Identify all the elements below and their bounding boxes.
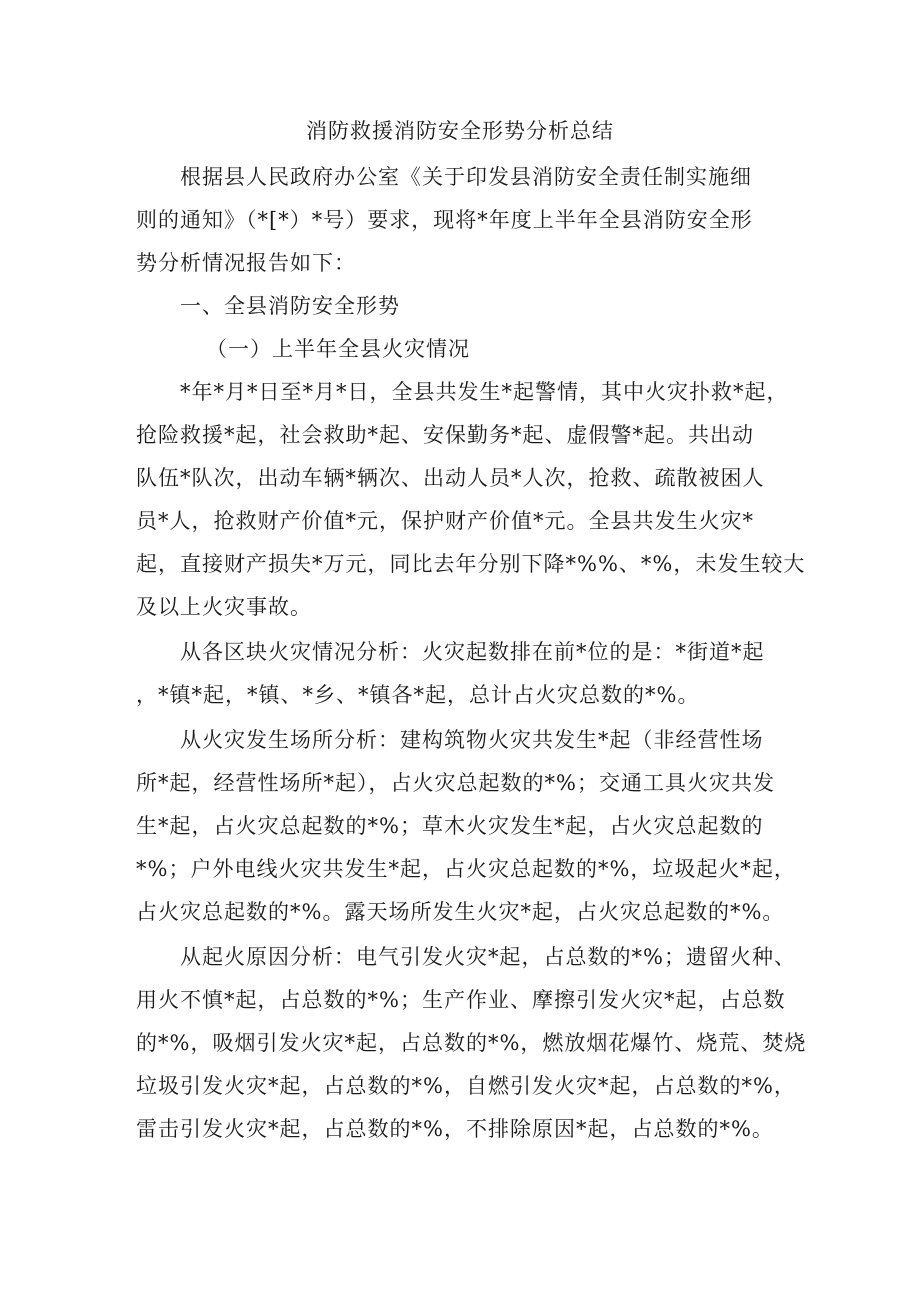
paragraph-line: 则的通知》（*[*）*号）要求，现将*年度上半年全县消防安全形 xyxy=(136,208,753,232)
subsection-heading: （一）上半年全县火灾情况 xyxy=(206,337,470,361)
paragraph-line: 及以上火灾事故。 xyxy=(136,595,312,619)
paragraph-line: 从各区块火灾情况分析：火灾起数排在前*位的是：*街道*起 xyxy=(180,640,765,664)
paragraph-line: 垃圾引发火灾*起，占总数的*%，自燃引发火灾*起，占总数的*%， xyxy=(136,1074,796,1098)
paragraph-line: 势分析情况报告如下： xyxy=(136,251,356,275)
paragraph-line: *%；户外电线火灾共发生*起，占火灾总起数的*%，垃圾起火*起， xyxy=(136,857,796,881)
paragraph-line: 起，直接财产损失*万元，同比去年分别下降*%%、*%，未发生较大 xyxy=(136,552,806,576)
paragraph-line: *年*月*日至*月*日，全县共发生*起警情，其中火灾扑救*起， xyxy=(180,380,789,404)
paragraph-line: 根据县人民政府办公室《关于印发县消防安全责任制实施细 xyxy=(180,165,752,189)
paragraph-line: 所*起，经营性场所*起），占火灾总起数的*%；交通工具火灾共发 xyxy=(136,771,775,795)
paragraph-line: 占火灾总起数的*%。露天场所发生火灾*起，占火灾总起数的*%。 xyxy=(136,900,785,924)
paragraph-line: 生*起，占火灾总起数的*%；草木火灾发生*起，占火灾总起数的 xyxy=(136,814,764,838)
paragraph-line: 雷击引发火灾*起，占总数的*%，不排除原因*起，占总数的*%。 xyxy=(136,1117,774,1141)
paragraph-line: 抢险救援*起，社会救助*起、安保勤务*起、虚假警*起。共出动 xyxy=(136,423,754,447)
section-heading: 一、全县消防安全形势 xyxy=(180,294,400,318)
paragraph-line: 用火不慎*起，占总数的*%；生产作业、摩擦引发火灾*起，占总数 xyxy=(136,988,786,1012)
paragraph-line: ，*镇*起，*镇、*乡、*镇各*起，总计占火灾总数的*%。 xyxy=(136,683,700,707)
paragraph-line: 从起火原因分析：电气引发火灾*起，占总数的*%；遗留火种、 xyxy=(180,945,796,969)
document-title: 消防救援消防安全形势分析总结 xyxy=(306,119,614,143)
paragraph-line: 员*人，抢救财产价值*元，保护财产价值*元。全县共发生火灾* xyxy=(136,509,754,533)
paragraph-line: 队伍*队次，出动车辆*辆次、出动人员*人次，抢救、疏散被困人 xyxy=(136,466,765,490)
paragraph-line: 从火灾发生场所分析：建构筑物火灾共发生*起（非经营性场 xyxy=(180,728,764,752)
paragraph-line: 的*%，吸烟引发火灾*起，占总数的*%，燃放烟花爆竹、烧荒、焚烧 xyxy=(136,1031,807,1055)
